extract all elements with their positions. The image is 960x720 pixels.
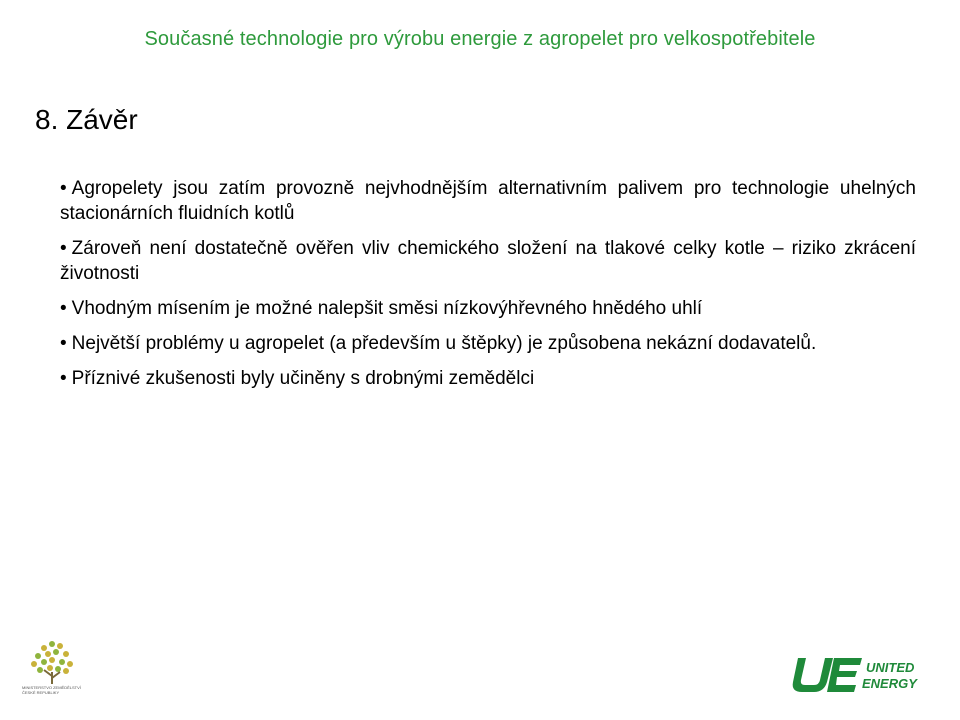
ministry-tree-logo <box>22 636 86 706</box>
slide-title: 8. Závěr <box>35 104 138 135</box>
bullet-mark: • <box>60 178 67 199</box>
ue-logo-text-1: UNITED <box>866 660 915 675</box>
ministry-logo-text: MINISTERSTVO ZEMĚDĚLSTVÍ ČESKÉ REPUBLIKY <box>22 685 81 695</box>
bullet-text: Agropelety jsou zatím provozně nejvhodnějším alternativním palivem pro technologie uhelných stacionárních fluidních kotlů <box>60 178 916 224</box>
bullet-item <box>60 366 916 391</box>
bullet-item <box>60 296 916 321</box>
bullet-mark: • <box>60 333 67 354</box>
bullet-mark: • <box>60 238 67 259</box>
bullet-text: Největší problémy u agropelet (a především u štěpky) je způsobena nekázní dodavatelů. <box>71 333 817 354</box>
bullet-list <box>60 176 916 401</box>
bullet-item <box>60 331 916 356</box>
bullet-item <box>60 236 916 286</box>
ue-logo-text-2: ENERGY <box>862 676 917 691</box>
bullet-mark: • <box>60 368 67 389</box>
bullet-text: Zároveň není dostatečně ověřen vliv chemického složení na tlakové celky kotle – riziko zkrácení životnosti <box>60 238 916 284</box>
header-title: Současné technologie pro výrobu energie z agropelet pro velkospotřebitele <box>144 28 816 50</box>
bullet-text: Příznivé zkušenosti byly učiněny s drobnými zemědělci <box>71 368 535 389</box>
bullet-text: Vhodným mísením je možné nalepšit směsi nízkovýhřevného hnědého uhlí <box>71 298 703 319</box>
united-energy-logo <box>790 654 938 696</box>
bullet-item <box>60 176 916 226</box>
bullet-mark: • <box>60 298 67 319</box>
